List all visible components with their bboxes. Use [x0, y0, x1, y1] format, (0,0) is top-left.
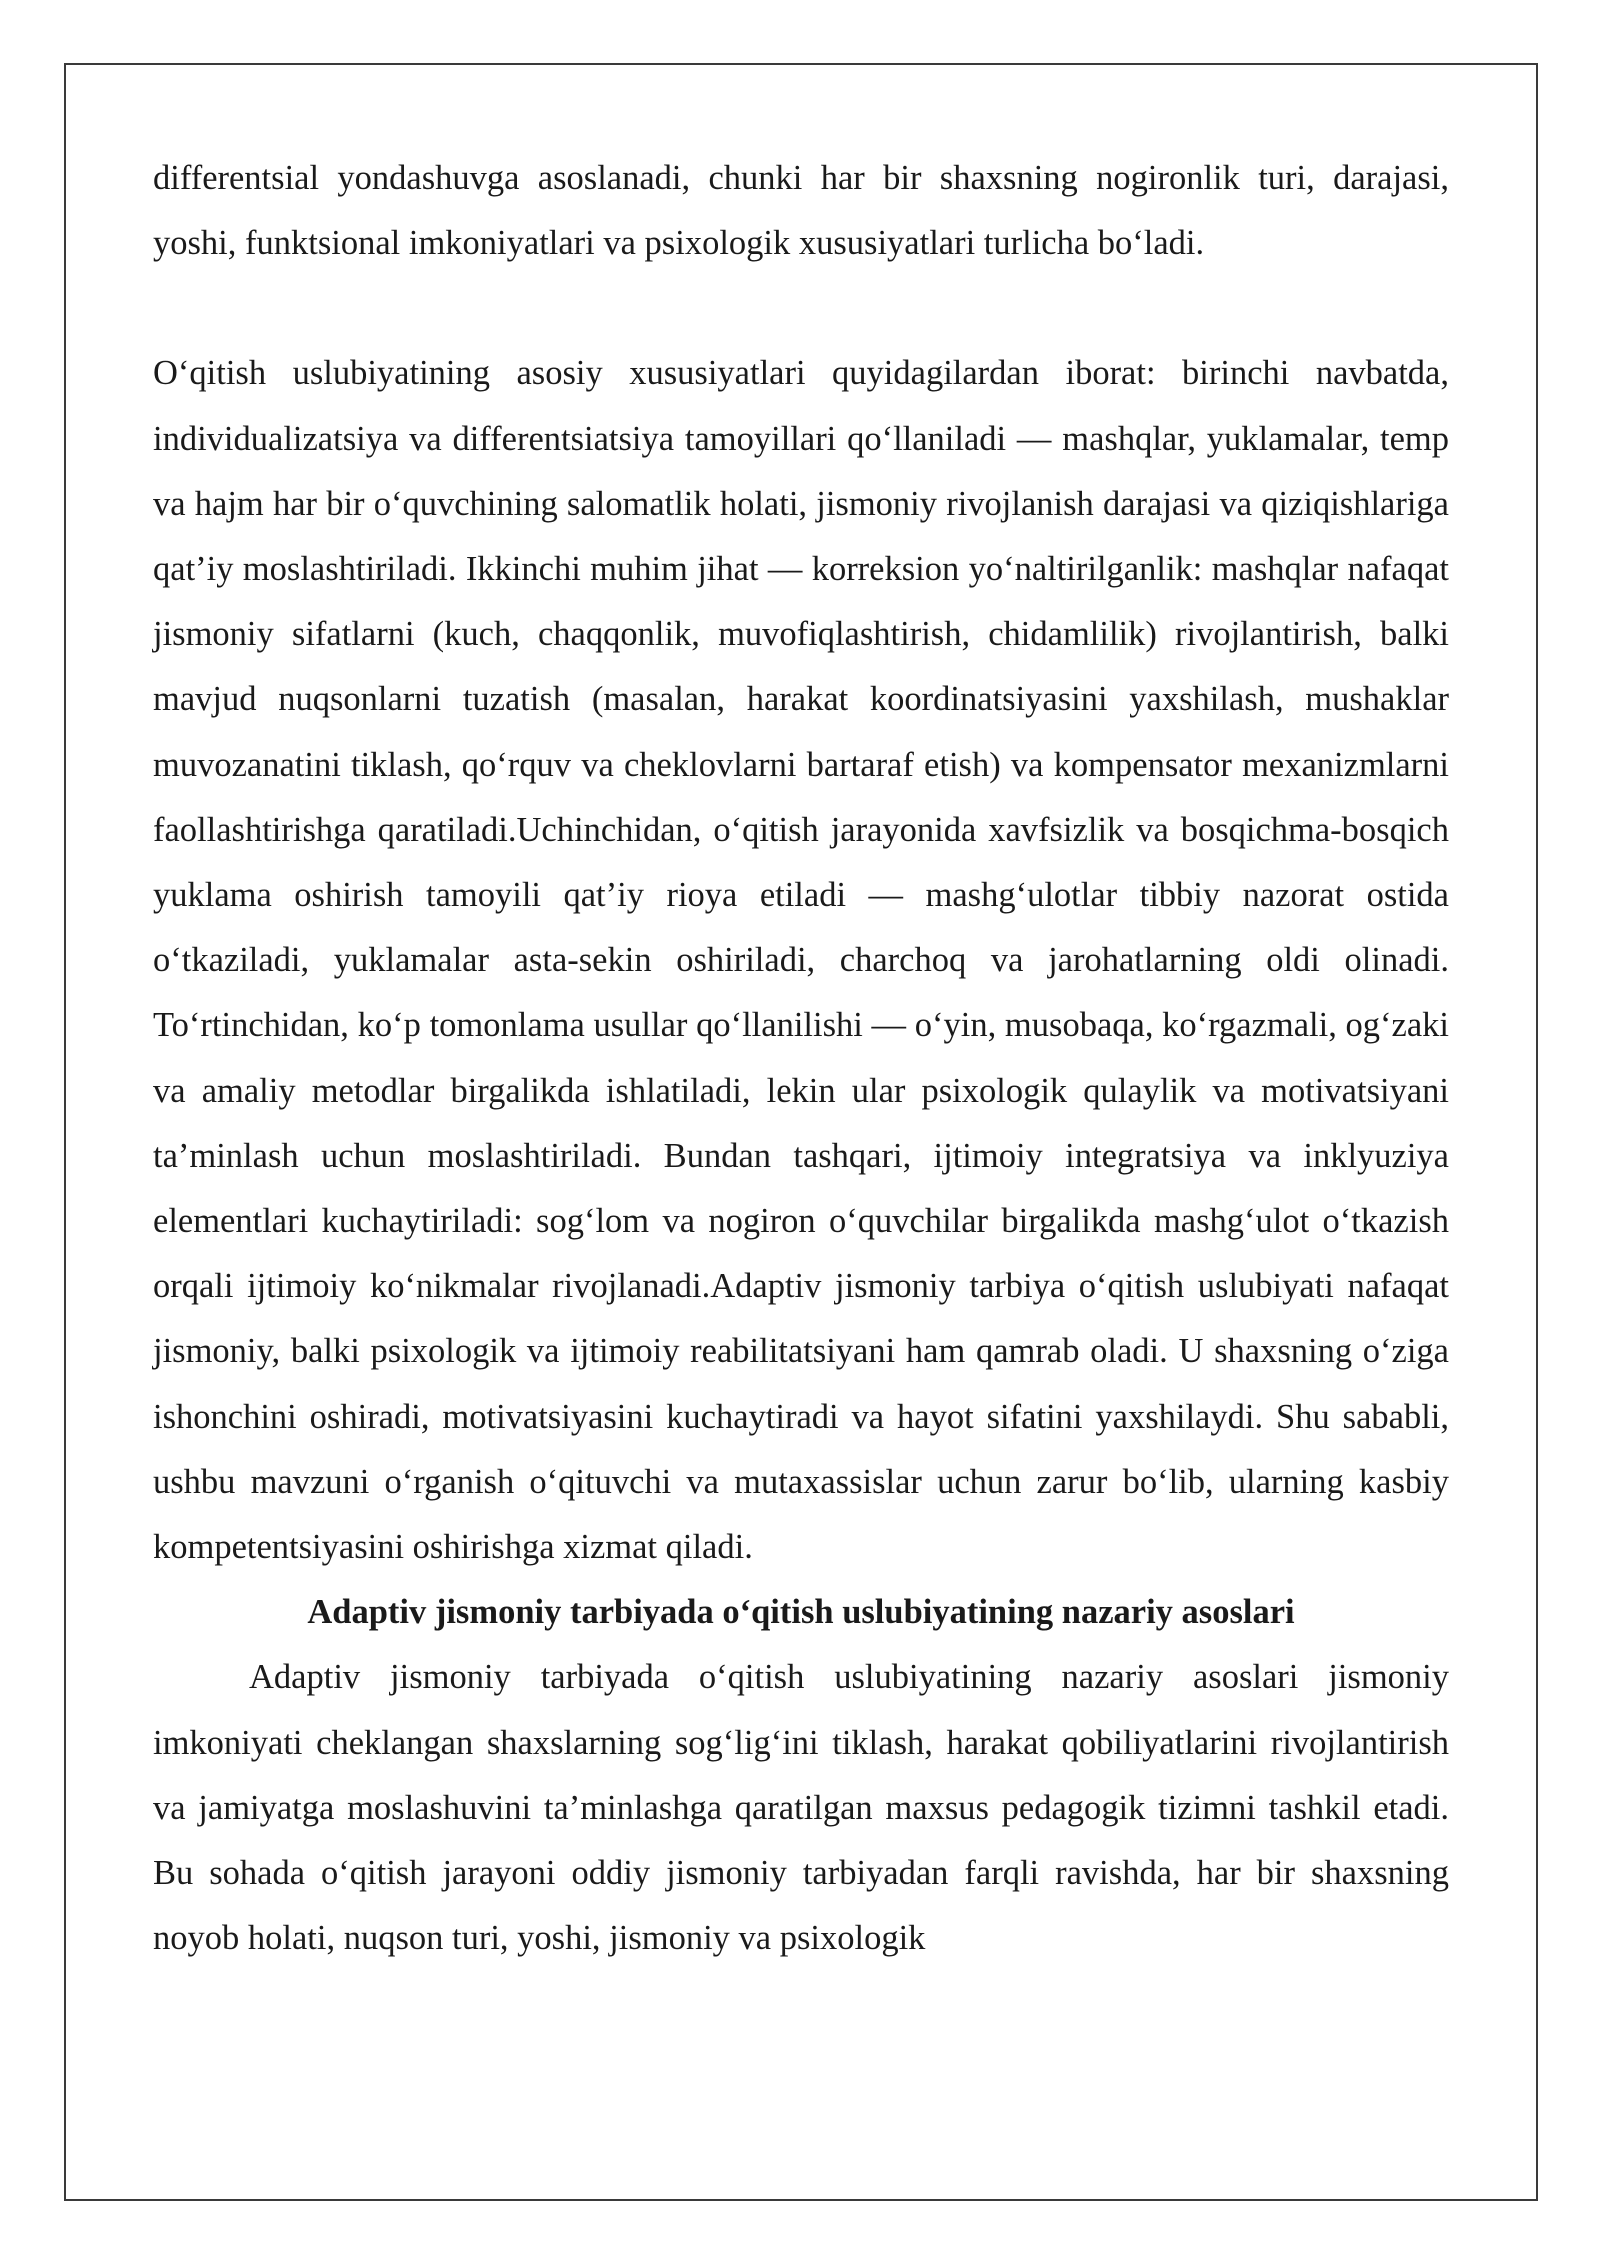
paragraph-continuation: differentsial yondashuvga asoslanadi, chunki har bir shaxsning nogironlik turi, darajasi, yoshi, funktsional imkoniyatlari va psixologik xususiyatlari turlicha bo‘ladi. — [153, 159, 1449, 263]
section-heading: Adaptiv jismoniy tarbiyada o‘qitish uslubiyatining nazariy asoslari — [307, 1593, 1295, 1632]
document-body — [153, 146, 1449, 1971]
paragraph-theoretical-basis: Adaptiv jismoniy tarbiyada o‘qitish uslubiyatining nazariy asoslari jismoniy imkoniyati cheklangan shaxslarning sog‘lig‘ini tiklash, harakat qobiliyatlarini rivojlantirish va jamiyatga moslashuvini ta’minlashga qaratilgan maxsus pedagogik tizimni tashkil etadi. Bu sohada o‘qitish jarayoni oddiy jismoniy tarbiyadan farqli ravishda, har bir shaxsning noyob holati, nuqson turi, yoshi, jismoniy va psixologik — [153, 1658, 1449, 1958]
paragraph-methodology-features: O‘qitish uslubiyatining asosiy xususiyatlari quyidagilardan iborat: birinchi navbatda, individualizatsiya va differentsiatsiya tamoyillari qo‘llaniladi — mashqlar, yuklamalar, temp va hajm har bir o‘quvchining salomatlik holati, jismoniy rivojlanish darajasi va qiziqishlariga qat’iy moslashtiriladi. Ikkinchi muhim jihat — korreksion yo‘naltirilganlik: mashqlar nafaqat jismoniy sifatlarni (kuch, chaqqonlik, muvofiqlashtirish, chidamlilik) rivojlantirish, balki mavjud nuqsonlarni tuzatish (masalan, harakat koordinatsiyasini yaxshilash, mushaklar muvozanatini tiklash, qo‘rquv va cheklovlarni bartaraf etish) va kompensator mexanizmlarni faollashtirishga qaratiladi.Uchinchidan, o‘qitish jarayonida xavfsizlik va bosqichma-bosqich yuklama oshirish tamoyili qat’iy rioya etiladi — mashg‘ulotlar tibbiy nazorat ostida o‘tkaziladi, yuklamalar asta-sekin oshiriladi, charchoq va jarohatlarning oldi olinadi. To‘rtinchidan, ko‘p tomonlama usullar qo‘llanilishi — o‘yin, musobaqa, ko‘rgazmali, og‘zaki va amaliy metodlar birgalikda ishlatiladi, lekin ular psixologik qulaylik va motivatsiyani ta’minlash uchun moslashtiriladi. Bundan tashqari, ijtimoiy integratsiya va inklyuziya elementlari kuchaytiriladi: sog‘lom va nogiron o‘quvchilar birgalikda mashg‘ulot o‘tkazish orqali ijtimoiy ko‘nikmalar rivojlanadi.Adaptiv jismoniy tarbiya o‘qitish uslubiyati nafaqat jismoniy, balki psixologik va ijtimoiy reabilitatsiyani ham qamrab oladi. U shaxsning o‘ziga ishonchini oshiradi, motivatsiyasini kuchaytiradi va hayot sifatini yaxshilaydi. Shu sababli, ushbu mavzuni o‘rganish o‘qituvchi va mutaxassislar uchun zarur bo‘lib, ularning kasbiy kompetentsiyasini oshirishga xizmat qiladi. — [153, 354, 1449, 1567]
